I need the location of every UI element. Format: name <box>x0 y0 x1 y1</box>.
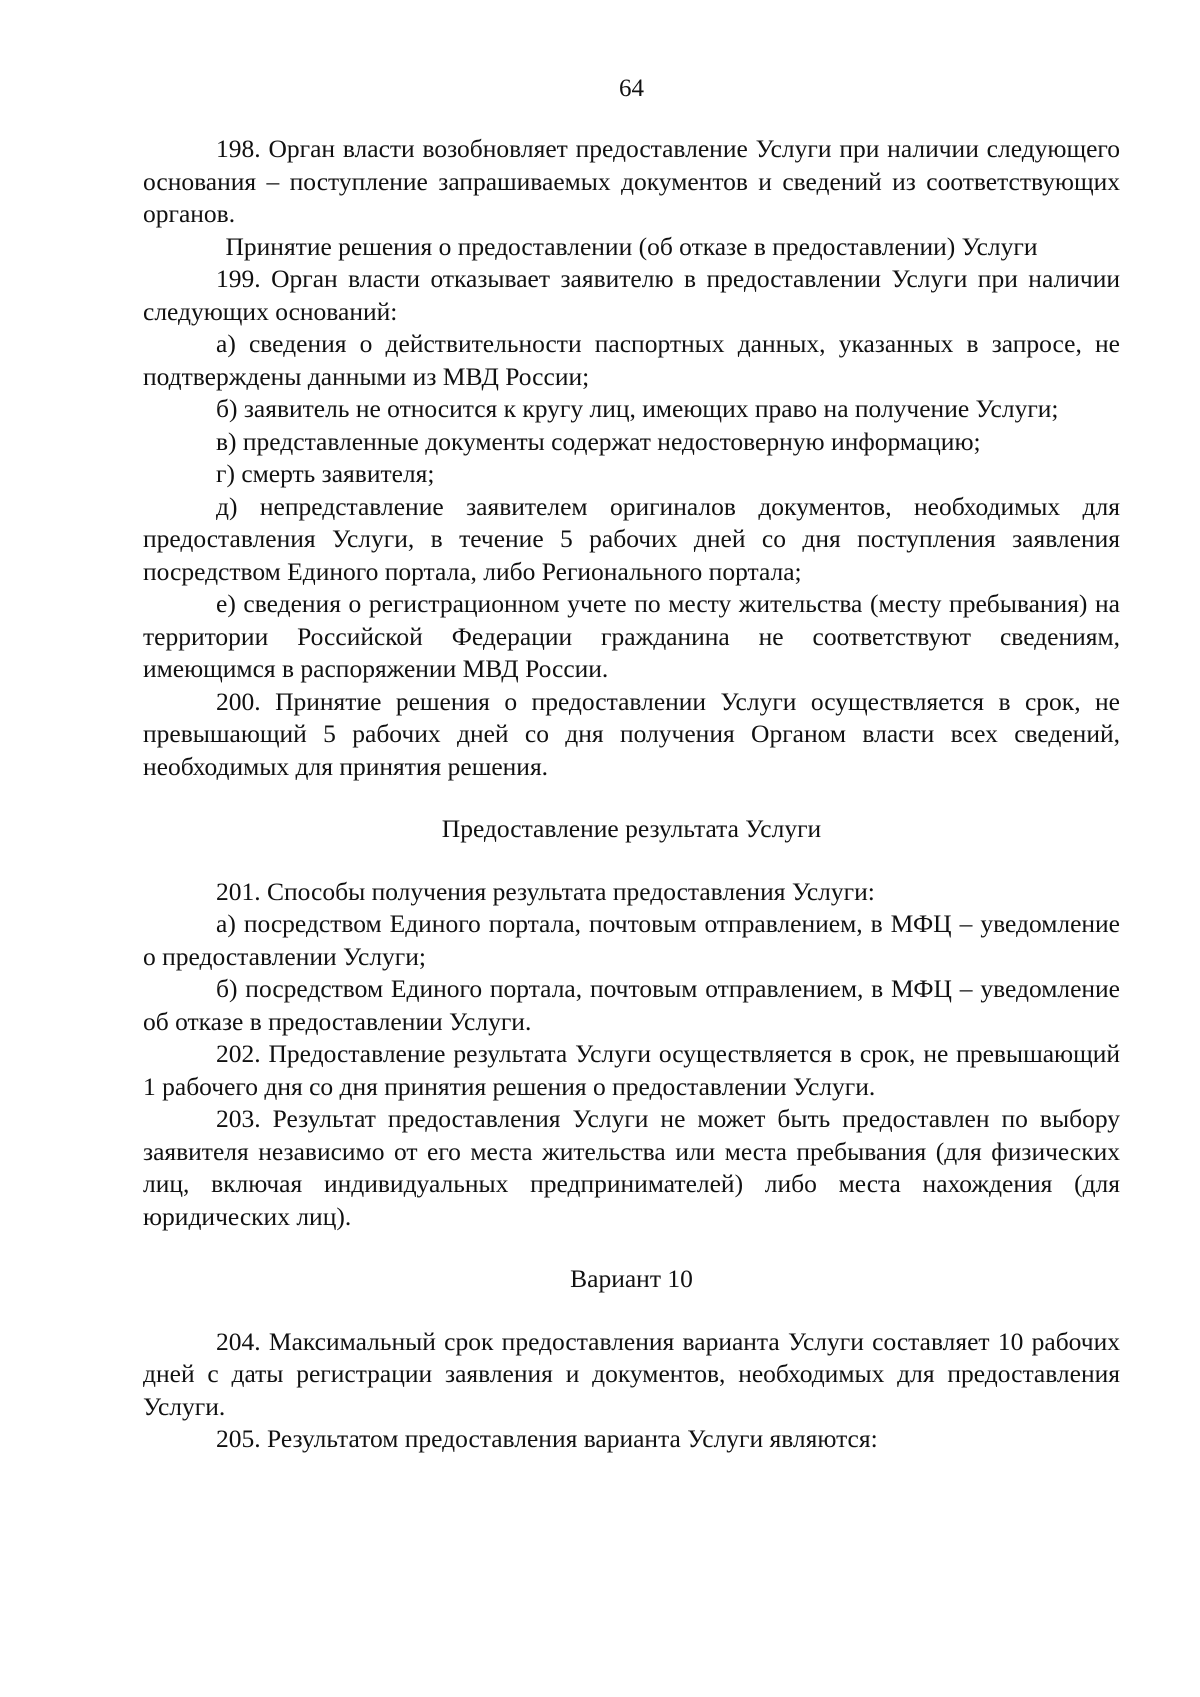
subheading-decision: Принятие решения о предоставлении (об отказе в предоставлении) Услуги <box>225 231 1038 261</box>
paragraph-205: 205. Результатом предоставления варианта Услуги являются: <box>216 1424 878 1453</box>
paragraph-201-b: б) посредством Единого портала, почтовым отправлением, в МФЦ – уведомление об отказе в предоставлении Услуги. <box>143 974 1120 1036</box>
paragraph-201-a: а) посредством Единого портала, почтовым отправлением, в МФЦ – уведомление о предоставлении Услуги; <box>143 909 1120 971</box>
paragraph-204: 204. Максимальный срок предоставления варианта Услуги составляет 10 рабочих дней с даты регистрации заявления и документов, необходимых для предоставления Услуги. <box>143 1326 1120 1421</box>
paragraph-199-e: е) сведения о регистрационном учете по месту жительства (месту пребывания) на территории Российской Федерации гражданина не соответствуют сведениям, имеющимся в распоряжении МВД России. <box>143 589 1120 683</box>
paragraph-199-g: г) смерть заявителя; <box>216 459 435 488</box>
paragraph-199-v: в) представленные документы содержат недостоверную информацию; <box>216 426 981 456</box>
section-heading-variant: Вариант 10 <box>570 1264 693 1293</box>
document-body <box>143 133 1120 1456</box>
page-number: 64 <box>619 75 644 102</box>
paragraph-202: 202. Предоставление результата Услуги осуществляется в срок, не превышающий 1 рабочего дня со дня принятия решения о предоставлении Услуги. <box>143 1039 1120 1101</box>
paragraph-198: 198. Орган власти возобновляет предоставление Услуги при наличии следующего основания – поступление запрашиваемых документов и сведений из соответствующих органов. <box>143 134 1120 228</box>
paragraph-203: 203. Результат предоставления Услуги не может быть предоставлен по выбору заявителя независимо от его места жительства или места пребывания (для физических лиц, включая индивидуальных предпринимателей) либо места нахождения (для юридических лиц). <box>143 1104 1120 1231</box>
paragraph-199-a: а) сведения о действительности паспортных данных, указанных в запросе, не подтверждены данными из МВД России; <box>143 329 1120 391</box>
paragraph-200: 200. Принятие решения о предоставлении Услуги осуществляется в срок, не превышающий 5 рабочих дней со дня получения Органом власти всех сведений, необходимых для принятия решения. <box>143 686 1120 781</box>
section-heading-result: Предоставление результата Услуги <box>441 814 822 843</box>
paragraph-199-b: б) заявитель не относится к кругу лиц, имеющих право на получение Услуги; <box>216 394 1059 423</box>
paragraph-199-d: д) непредставление заявителем оригиналов документов, необходимых для предоставления Услуги, в течение 5 рабочих дней со дня поступления заявления посредством Единого портала, либо Регионального портала; <box>143 491 1120 586</box>
paragraph-199: 199. Орган власти отказывает заявителю в предоставлении Услуги при наличии следующих оснований: <box>143 264 1120 326</box>
paragraph-201: 201. Способы получения результата предоставления Услуги: <box>216 876 875 906</box>
